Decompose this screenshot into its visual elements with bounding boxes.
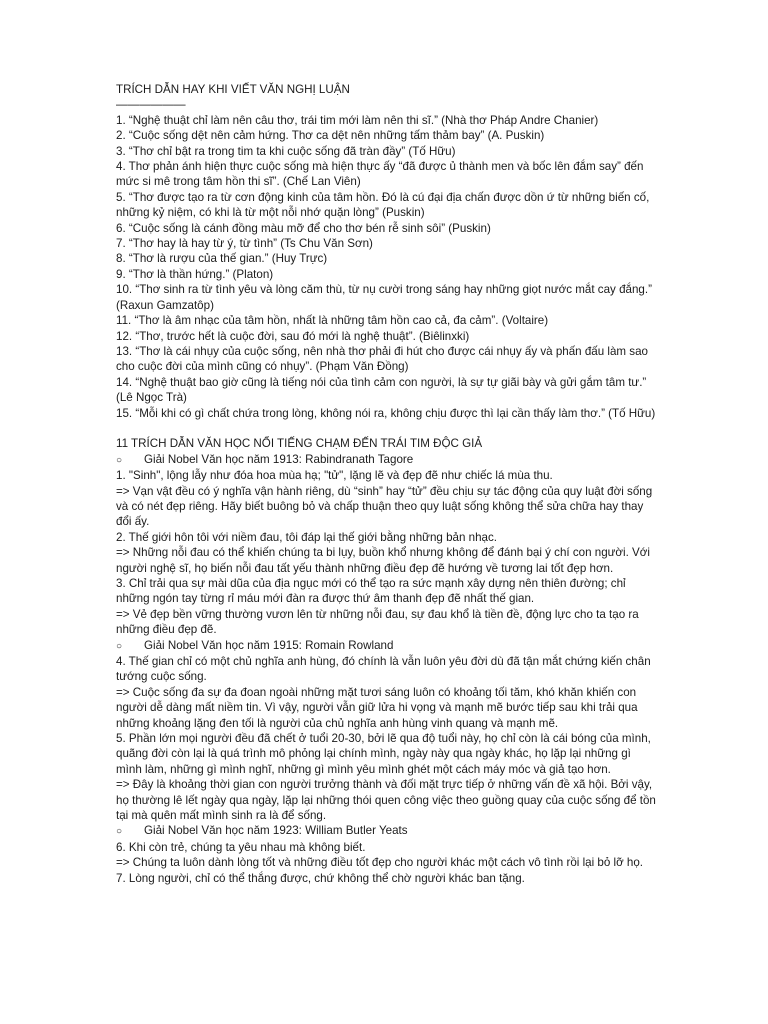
group-line: => Chúng ta luôn dành lòng tốt và những điều tốt đẹp cho người khác một cách vô tình rồi lại bỏ lỡ họ. [116,856,644,870]
group-line: 3. Chỉ trải qua sự mài dũa của địa ngục mới có thể tạo ra sức mạnh xây dựng nên thiên đường; chỉ những ngón tay từng rỉ máu mới đàn ra được thứ âm thanh đẹp đẽ nhất thế gian. [116,576,626,606]
group-line: => Vạn vật đều có ý nghĩa vận hành riêng, dù “sinh” hay “tử” đều chịu sự tác động của quy luật đời sống và có nét đẹp riêng. Hãy biết buông bỏ và chấp thuận theo quy luật sống không thể sửa chữa hay thay đổi ấy. [116,484,653,529]
group-line: => Vẻ đẹp bền vững thường vươn lên từ những nỗi đau, sự đau khổ là tiền đề, động lực cho ta tạo ra những điều đẹp đẽ. [116,607,639,637]
quote-item-1: 1. “Nghệ thuật chỉ làm nên câu thơ, trái tim mới làm nên thi sĩ.” (Nhà thơ Pháp Andre Chanier) [116,113,599,127]
quote-item-14: 14. “Nghệ thuật bao giờ cũng là tiếng nói của tình cảm con người, là sự tự giãi bày và gửi gắm tâm tư.” (Lê Ngọc Trà) [116,375,647,405]
circle-bullet-icon: ○ [116,826,123,838]
group-line: 1. "Sinh", lộng lẫy như đóa hoa mùa hạ; "tử", lặng lẽ và đẹp đẽ như chiếc lá mùa thu. [116,469,553,483]
quote-item-11: 11. “Thơ là âm nhạc của tâm hồn, nhất là những tâm hồn cao cả, đa cảm”. (Voltaire) [116,314,549,328]
quote-item-5: 5. “Thơ được tạo ra từ cơn động kinh của tâm hồn. Đó là cú đại địa chấn được dồn ứ từ những biến cố, những kỷ niệm, có khi là từ một nỗi nhớ quặn lòng” (Puskin) [116,190,650,220]
quote-item-2: 2. “Cuộc sống dệt nên cảm hứng. Thơ ca dệt nên những tấm thảm bay” (A. Puskin) [116,129,545,143]
document-page [116,82,656,886]
circle-bullet-icon: ○ [116,454,123,466]
quote-item-10: 10. “Thơ sinh ra từ tình yêu và lòng căm thù, từ nụ cười trong sáng hay những giọt nước mắt cay đắng.” (Raxun Gamzatôp) [116,283,652,312]
section-title-2: 11 TRÍCH DẪN VĂN HỌC NỔI TIẾNG CHẠM ĐẾN TRÁI TIM ĐỘC GIẢ [116,437,483,451]
nobel-heading-text: Giải Nobel Văn học năm 1913: Rabindranath Tagore [144,452,414,466]
quote-item-13: 13. “Thơ là cái nhụy của cuộc sống, nên nhà thơ phải đi hút cho được cái nhụy ấy và phấn đấu làm sao cho cuộc đời của mình cũng có nhụy”. (Phạm Văn Đồng) [116,344,649,374]
section-spacer [116,421,656,436]
quote-item-8: 8. “Thơ là rượu của thế gian.” (Huy Trực) [116,252,328,266]
circle-bullet-icon: ○ [116,640,123,652]
quote-item-7: 7. “Thơ hay là hay từ ý, từ tình” (Ts Chu Văn Sơn) [116,237,373,251]
group-line: 5. Phần lớn mọi người đều đã chết ở tuổi 20-30, bởi lẽ qua độ tuổi này, họ chỉ còn là cái bóng của mình, quãng đời còn lại là quá trình mô phỏng lại chính mình, ngày này qua ngày khác, họ lặp lại những gì mình làm, những gì mình nghĩ, những gì mình yêu mình ghét một cách máy móc và giả tạo hơn. [116,732,651,776]
quote-item-3: 3. “Thơ chỉ bật ra trong tim ta khi cuộc sống đã tràn đầy” (Tố Hữu) [116,144,456,158]
nobel-heading-text: Giải Nobel Văn học năm 1915: Romain Rowland [144,638,394,652]
group-line: => Cuộc sống đa sự đa đoan ngoài những mặt tươi sáng luôn có khoảng tối tăm, khó khăn khiến con người dễ dàng mất niềm tin. Vì vậy, người vẫn giữ lửa hi vọng và mạnh mẽ bước tiếp sau khi trải qua những khoảng lặng đen tối là người của chủ nghĩa anh hùng vinh quang và mạnh mẽ. [116,685,638,730]
quote-item-4: 4. Thơ phản ánh hiện thực cuộc sống mà hiện thực ấy “đã được ủ thành men và bốc lên đắm say” đến mức si mê trong tâm hồn thi sĩ”. (Chế Lan Viên) [116,160,644,189]
group-line: => Đây là khoảng thời gian con người trưởng thành và đối mặt trực tiếp ở những vấn đề xã hội. Bởi vậy, họ thường lê lết ngày qua ngày, lặp lại những thói quen công việc theo guồng quay của cuộc sống để tồn tại mà quên mất mình sinh ra là để sống. [116,778,656,823]
group-line: 4. Thế gian chỉ có một chủ nghĩa anh hùng, đó chính là vẫn luôn yêu đời dù đã tận mắt chứng kiến chân tướng cuộc sống. [116,655,651,684]
group-line: 2. Thế giới hôn tôi với niềm đau, tôi đáp lại thế giới bằng những bản nhạc. [116,530,497,544]
group-line: => Những nỗi đau có thể khiến chúng ta bi lụy, buồn khổ nhưng không để đánh bại ý chí con người. Với người nghệ sĩ, họ biến nỗi đau tất yếu thành những điều đẹp đẽ hướng về tương lai tốt đẹp hơn. [116,546,650,575]
bullet-heading-rolland [116,638,656,654]
bullet-heading-tagore [116,452,656,468]
title-underline-rule: —————— [116,98,186,112]
quote-item-12: 12. “Thơ, trước hết là cuộc đời, sau đó mới là nghệ thuật”. (Biêlinxki) [116,329,470,343]
quote-item-9: 9. “Thơ là thần hứng.” (Platon) [116,267,274,281]
section-title-1: TRÍCH DẪN HAY KHI VIẾT VĂN NGHỊ LUẬN [116,83,350,96]
quote-item-15: 15. “Mỗi khi có gì chất chứa trong lòng, không nói ra, không chịu được thì lại cần thấy làm thơ.” (Tố Hữu) [116,406,656,420]
group-line: 6. Khi còn trẻ, chúng ta yêu nhau mà không biết. [116,840,366,854]
bullet-heading-yeats [116,823,656,839]
group-line: 7. Lòng người, chỉ có thể thắng được, chứ không thể chờ người khác ban tặng. [116,871,525,885]
quote-item-6: 6. “Cuộc sống là cánh đồng màu mỡ để cho thơ bén rễ sinh sôi” (Puskin) [116,221,491,235]
nobel-heading-text: Giải Nobel Văn học năm 1923: William Butler Yeats [144,824,408,838]
